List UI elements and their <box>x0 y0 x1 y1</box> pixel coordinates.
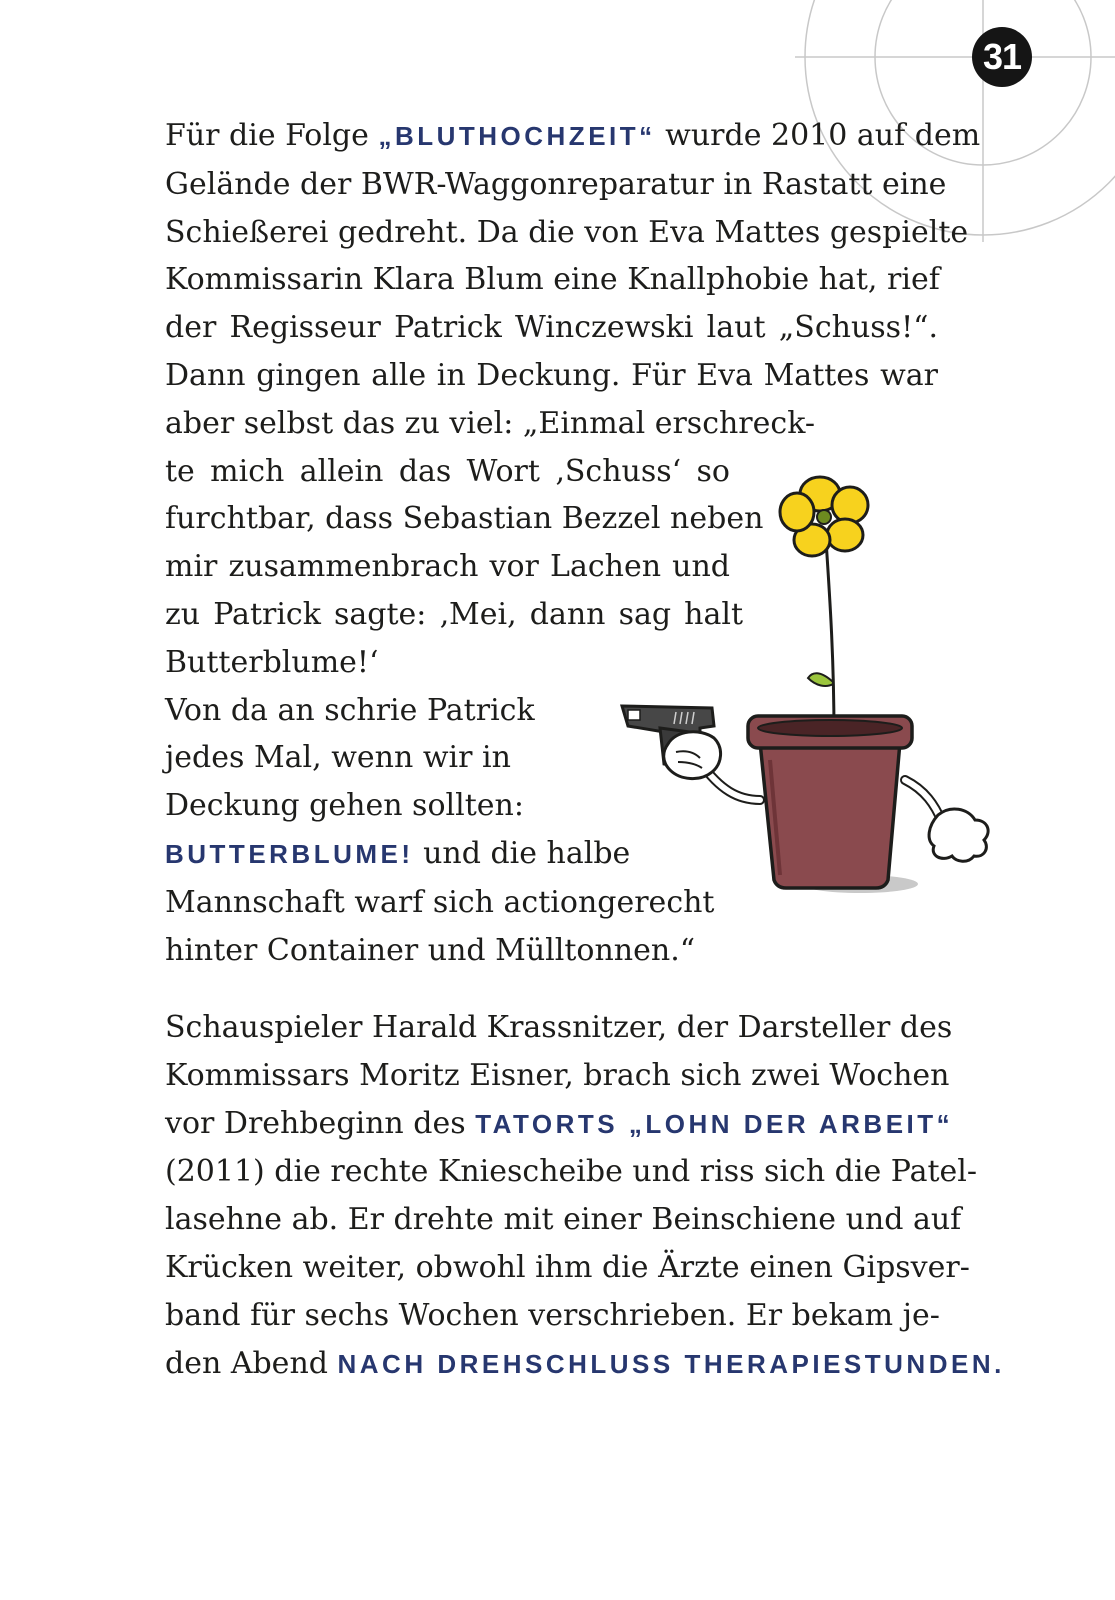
text-line <box>165 112 981 161</box>
text-line: hinter Container und Mülltonnen.“ <box>165 932 696 968</box>
text-line: lasehne ab. Er drehte mit einer Beinschiene und auf <box>165 1202 962 1238</box>
paragraph-1-line7 <box>165 400 938 448</box>
text-run: und die halbe <box>413 835 631 871</box>
text-line: Mannschaft warf sich actiongerecht <box>165 884 715 920</box>
paragraph-2 <box>165 1004 1005 1388</box>
highlight-butterblume: BUTTERBLUME! <box>165 838 414 869</box>
text-line <box>165 1340 1005 1389</box>
text-line: te mich allein das Wort ‚Schuss‘ so <box>165 453 730 489</box>
text-line: (2011) die rechte Kniescheibe und riss sich die Patel- <box>165 1154 978 1190</box>
text-run: Für die Folge <box>165 118 379 153</box>
text-line: zu Patrick sagte: ‚Mei, dann sag halt <box>165 596 743 632</box>
paragraph-1-wide-block <box>165 112 981 400</box>
text-line: Gelände der BWR-Waggonreparatur in Rastatt eine <box>165 166 947 202</box>
text-line: jedes Mal, wenn wir in <box>165 740 511 776</box>
text-line <box>165 830 631 879</box>
text-run: vor Drehbeginn des <box>165 1105 476 1141</box>
text-line: Kommissarin Klara Blum eine Knallphobie hat, rief <box>165 262 940 298</box>
highlight-title-lohn-der-arbeit: TATORTS „LOHN DER ARBEIT“ <box>475 1108 954 1139</box>
pot-right-glove <box>929 809 988 861</box>
text-line: Schauspieler Harald Krassnitzer, der Darsteller des <box>165 1010 953 1045</box>
text-line: Schießerei gedreht. Da die von Eva Mattes gespielte <box>165 214 969 250</box>
highlight-therapiestunden: NACH DREHSCHLUSS THERAPIESTUNDEN. <box>337 1348 1005 1379</box>
text-line: Deckung gehen sollten: <box>165 788 524 824</box>
flower-stem <box>826 540 834 735</box>
text-line: furchtbar, dass Sebastian Bezzel neben <box>165 501 764 537</box>
text-line: Krücken weiter, obwohl ihm die Ärzte einen Gipsver- <box>165 1249 970 1285</box>
paragraph-1-butterblume-line <box>165 830 631 879</box>
flower-leaf <box>808 673 833 686</box>
text-line: mir zusammenbrach vor Lachen und <box>165 549 730 585</box>
text-line: Von da an schrie Patrick <box>165 692 535 728</box>
flower-center <box>817 510 831 524</box>
highlight-title-bluthochzeit: „BLUTHOCHZEIT“ <box>378 121 656 151</box>
text-run: den Abend <box>165 1345 338 1381</box>
text-line: band für sechs Wochen verschrieben. Er bekam je- <box>165 1297 940 1333</box>
pot-left-glove <box>664 732 721 779</box>
text-run: wurde 2010 auf dem <box>655 118 981 153</box>
text-line: der Regisseur Patrick Winczewski laut „Schuss!“. <box>165 310 938 346</box>
text-line <box>165 1100 954 1149</box>
text-line: Butterblume!‘ <box>165 644 379 680</box>
text-line: Dann gingen alle in Deckung. Für Eva Mattes war <box>165 357 938 393</box>
text-line: aber selbst das zu viel: „Einmal erschreck- <box>165 405 815 441</box>
flowerpot-gun-illustration <box>620 470 1020 940</box>
page-number: 31 <box>972 27 1032 87</box>
text-line: Kommissars Moritz Eisner, brach sich zwei Wochen <box>165 1057 950 1093</box>
